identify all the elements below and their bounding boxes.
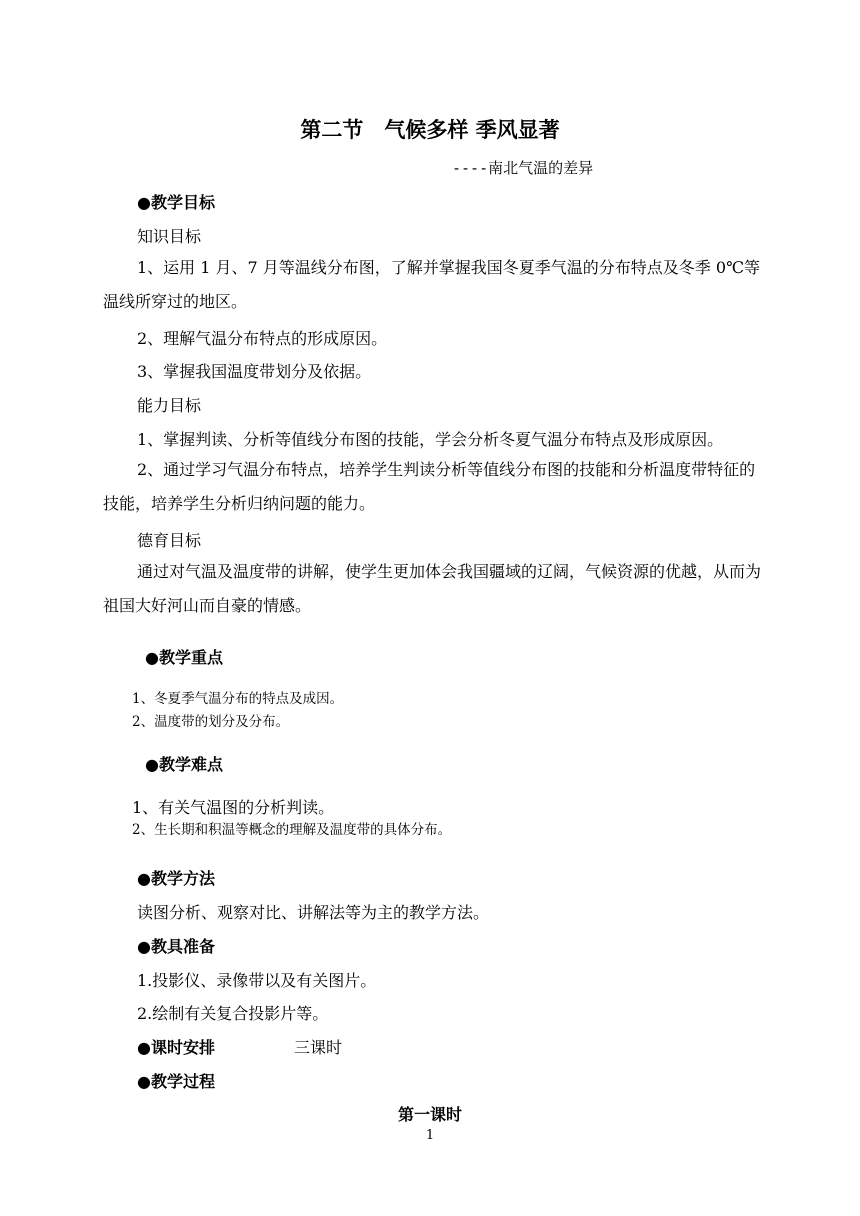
knowledge-heading: 知识目标	[137, 227, 202, 246]
process-heading: ●教学过程	[137, 1072, 215, 1091]
objectives-heading: ●教学目标	[137, 193, 215, 212]
page-subtitle: ----南北气温的差异	[452, 159, 594, 177]
page-number: 1	[425, 1128, 435, 1143]
page-title: 第二节 气候多样 季风显著	[300, 118, 560, 142]
difficulty-1: 1、有关气温图的分析判读。	[132, 798, 335, 817]
difficulty-2: 2、生长期和积温等概念的理解及温度带的具体分布。	[132, 822, 452, 838]
tools-item-2: 2.绘制有关复合投影片等。	[137, 1004, 329, 1023]
knowledge-item-3: 3、掌握我国温度带划分及依据。	[137, 362, 372, 381]
methods-text: 读图分析、观察对比、讲解法等为主的教学方法。	[137, 903, 490, 922]
methods-heading: ●教学方法	[137, 869, 215, 888]
moral-heading: 德育目标	[137, 531, 202, 550]
difficulties-heading: ●教学难点	[145, 755, 223, 774]
ability-item-1: 1、掌握判读、分析等值线分布图的技能，学会分析冬夏气温分布特点及形成原因。	[137, 430, 724, 449]
key-point-1: 1、冬夏季气温分布的特点及成因。	[132, 691, 344, 707]
key-points-heading: ●教学重点	[145, 648, 223, 667]
key-point-2: 2、温度带的划分及分布。	[132, 714, 290, 730]
schedule-value: 三课时	[294, 1038, 343, 1057]
knowledge-item-2: 2、理解气温分布特点的形成原因。	[137, 329, 388, 348]
lesson-title: 第一课时	[397, 1105, 462, 1124]
ability-item-2: 2、通过学习气温分布特点，培养学生判读分析等值线分布图的技能和分析温度带特征的技能，培养学生分析归纳问题的能力。	[103, 460, 756, 513]
tools-heading: ●教具准备	[137, 937, 215, 956]
schedule-heading: ●课时安排	[137, 1038, 215, 1057]
knowledge-item-1: 1、运用 1 月、7 月等温线分布图，了解并掌握我国冬夏季气温的分布特点及冬季 0℃等温线所穿过的地区。	[103, 258, 760, 311]
moral-item: 通过对气温及温度带的讲解，使学生更加体会我国疆域的辽阔，气候资源的优越，从而为祖国大好河山而自豪的情感。	[103, 562, 762, 615]
tools-item-1: 1.投影仪、录像带以及有关图片。	[137, 971, 377, 990]
ability-heading: 能力目标	[137, 396, 202, 415]
